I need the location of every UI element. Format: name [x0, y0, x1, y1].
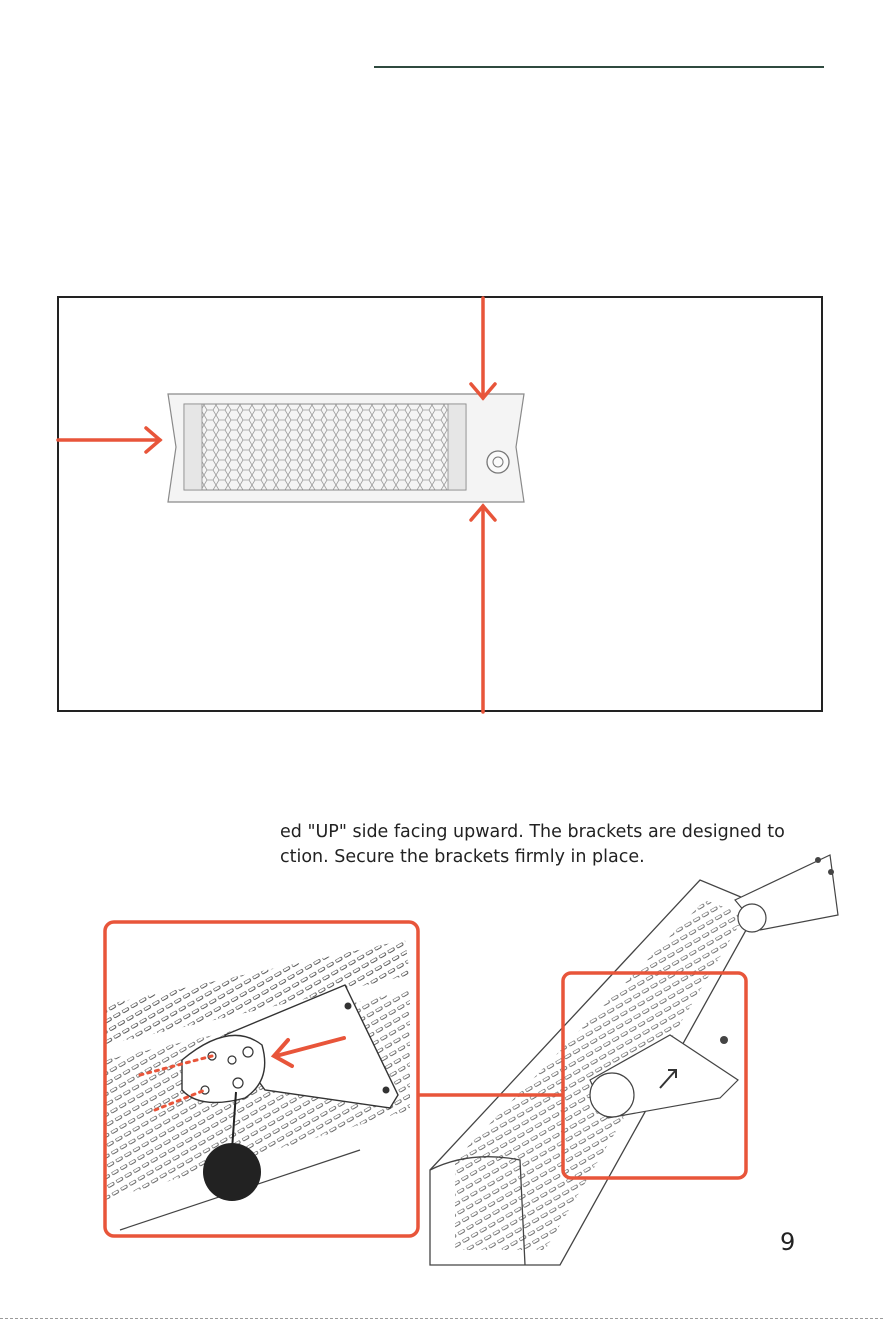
heater-bracket-illustration [430, 855, 838, 1265]
instruction-line: ction. Secure the brackets firmly in place. [280, 847, 645, 867]
arrow-icon-bottom [471, 506, 495, 712]
arrow-icon-left [58, 428, 160, 452]
arrow-icon-top [471, 298, 495, 398]
control-knob-icon [487, 451, 509, 473]
callout-marker-icon [203, 1143, 261, 1201]
heater-front-view-icon [168, 394, 524, 502]
bracket-detail-zoom [105, 922, 418, 1236]
page-bottom-border [0, 1318, 883, 1319]
instruction-line: ed "UP" side facing upward. The brackets are designed to [280, 822, 785, 842]
instruction-text [280, 820, 840, 870]
page-number: 9 [780, 1228, 796, 1256]
